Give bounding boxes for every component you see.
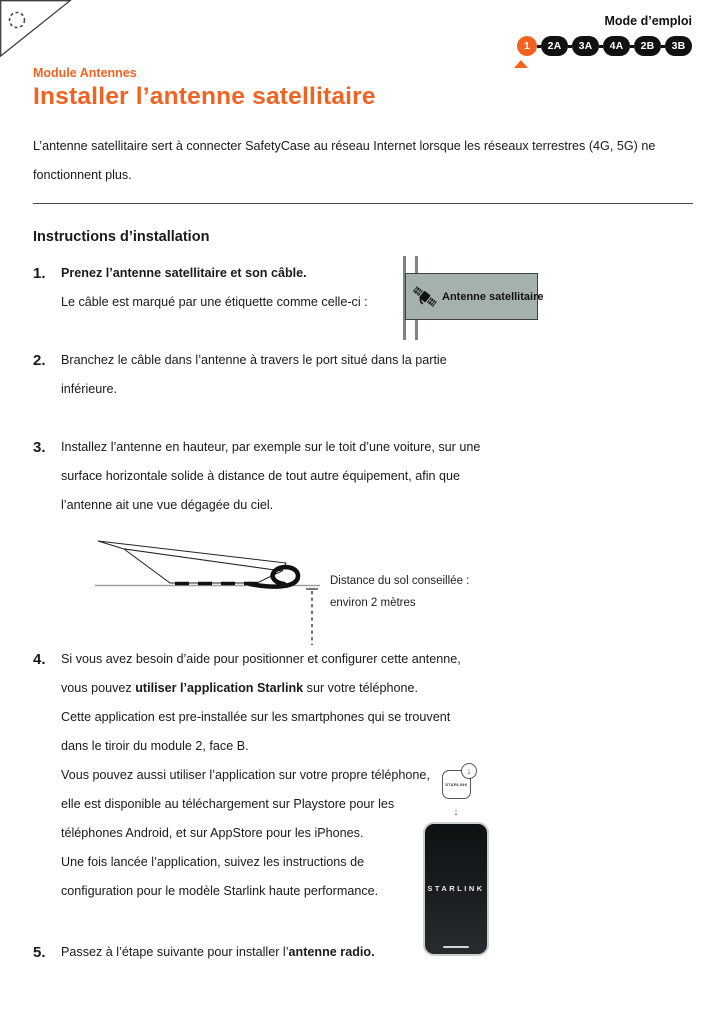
instruction-line: l’antenne ait une vue dégagée du ciel.	[61, 498, 274, 512]
instruction-text	[61, 645, 693, 906]
starlink-phone-figure	[420, 762, 500, 962]
instruction-line: Cette application est pre-installée sur les smartphones qui se trouvent	[61, 710, 451, 724]
instruction-line: configuration pour le modèle Starlink haute performance.	[61, 884, 379, 898]
intro-paragraph	[33, 132, 693, 190]
instruction-number: 3.	[33, 439, 46, 456]
instruction-line: Une fois lancée l’application, suivez les instructions de	[61, 855, 365, 869]
header-title: Mode d’emploi	[604, 14, 692, 28]
instruction-line: Installez l’antenne en hauteur, par exemple sur le toit d’une voiture, sur une	[61, 440, 481, 454]
home-indicator-bar	[443, 946, 469, 949]
instruction-line: téléphones Android, et sur AppStore pour les iPhones.	[61, 826, 364, 840]
instruction-item	[33, 259, 693, 317]
cable-label-text: Antenne satellitaire	[442, 290, 544, 303]
phone-screen-brand-text: STARLINK	[427, 884, 485, 893]
app-icon-label: STARLINK	[445, 782, 468, 787]
instruction-line: Prenez l’antenne satellitaire et son câble.	[61, 266, 307, 280]
step-badge-3b[interactable]: 3B	[665, 36, 692, 56]
cable-label-figure	[393, 256, 553, 340]
intro-line: fonctionnent plus.	[33, 168, 132, 182]
step-badge-2a[interactable]: 2A	[541, 36, 568, 56]
instruction-line: Passez à l’étape suivante pour installer l’antenne radio.	[61, 945, 375, 959]
download-arrow-icon: ↓	[461, 763, 477, 779]
down-arrow-icon: ↓	[453, 806, 459, 818]
instruction-item	[33, 346, 693, 404]
cable-label-plate	[405, 273, 544, 320]
content-column	[33, 66, 693, 967]
instruction-line: surface horizontale solide à distance de tout autre équipement, afin que	[61, 469, 461, 483]
module-eyebrow: Module Antennes	[33, 66, 137, 80]
instruction-number: 2.	[33, 352, 46, 369]
instruction-item	[33, 938, 693, 967]
instruction-number: 5.	[33, 944, 46, 961]
instruction-line: Branchez le câble dans l’antenne à travers le port situé dans la partie	[61, 353, 447, 367]
instruction-line: dans le tiroir du module 2, face B.	[61, 739, 249, 753]
instruction-line: elle est disponible au téléchargement sur Playstore pour les	[61, 797, 395, 811]
instruction-line: inférieure.	[61, 382, 118, 396]
instruction-number: 4.	[33, 651, 46, 668]
instruction-line: vous pouvez utiliser l’application Starlink sur votre téléphone.	[61, 681, 419, 695]
intro-line: L’antenne satellitaire sert à connecter SafetyCase au réseau Internet lorsque les réseaux terrestres (4G, 5G) ne	[33, 139, 656, 153]
page-corner-fold-mark	[0, 0, 72, 62]
page-title: Installer l’antenne satellitaire	[33, 83, 376, 110]
step-indicator	[517, 36, 692, 56]
annotation-line: environ 2 mètres	[330, 597, 416, 609]
step-badge-2b[interactable]: 2B	[634, 36, 661, 56]
instruction-line: Le câble est marqué par une étiquette comme celle-ci :	[61, 295, 368, 309]
instruction-line: Vous pouvez aussi utiliser l’application sur votre propre téléphone,	[61, 768, 430, 782]
step-badge-1[interactable]: 1	[517, 36, 537, 56]
annotation-line: Distance du sol conseillée :	[330, 575, 470, 587]
instruction-text	[61, 346, 693, 404]
step-badge-4a[interactable]: 4A	[603, 36, 630, 56]
instruction-text	[61, 938, 693, 967]
instruction-text	[61, 259, 693, 317]
section-divider	[33, 203, 693, 204]
distance-annotation	[330, 570, 530, 614]
instruction-number: 1.	[33, 265, 46, 282]
section-heading: Instructions d’installation	[33, 229, 210, 245]
instruction-text	[61, 433, 693, 520]
instruction-item	[33, 645, 693, 906]
instruction-line: Si vous avez besoin d’aide pour positionner et configurer cette antenne,	[61, 652, 461, 666]
satellite-icon	[412, 283, 438, 311]
instruction-item	[33, 433, 693, 520]
step-badge-3a[interactable]: 3A	[572, 36, 599, 56]
smartphone	[423, 822, 489, 956]
